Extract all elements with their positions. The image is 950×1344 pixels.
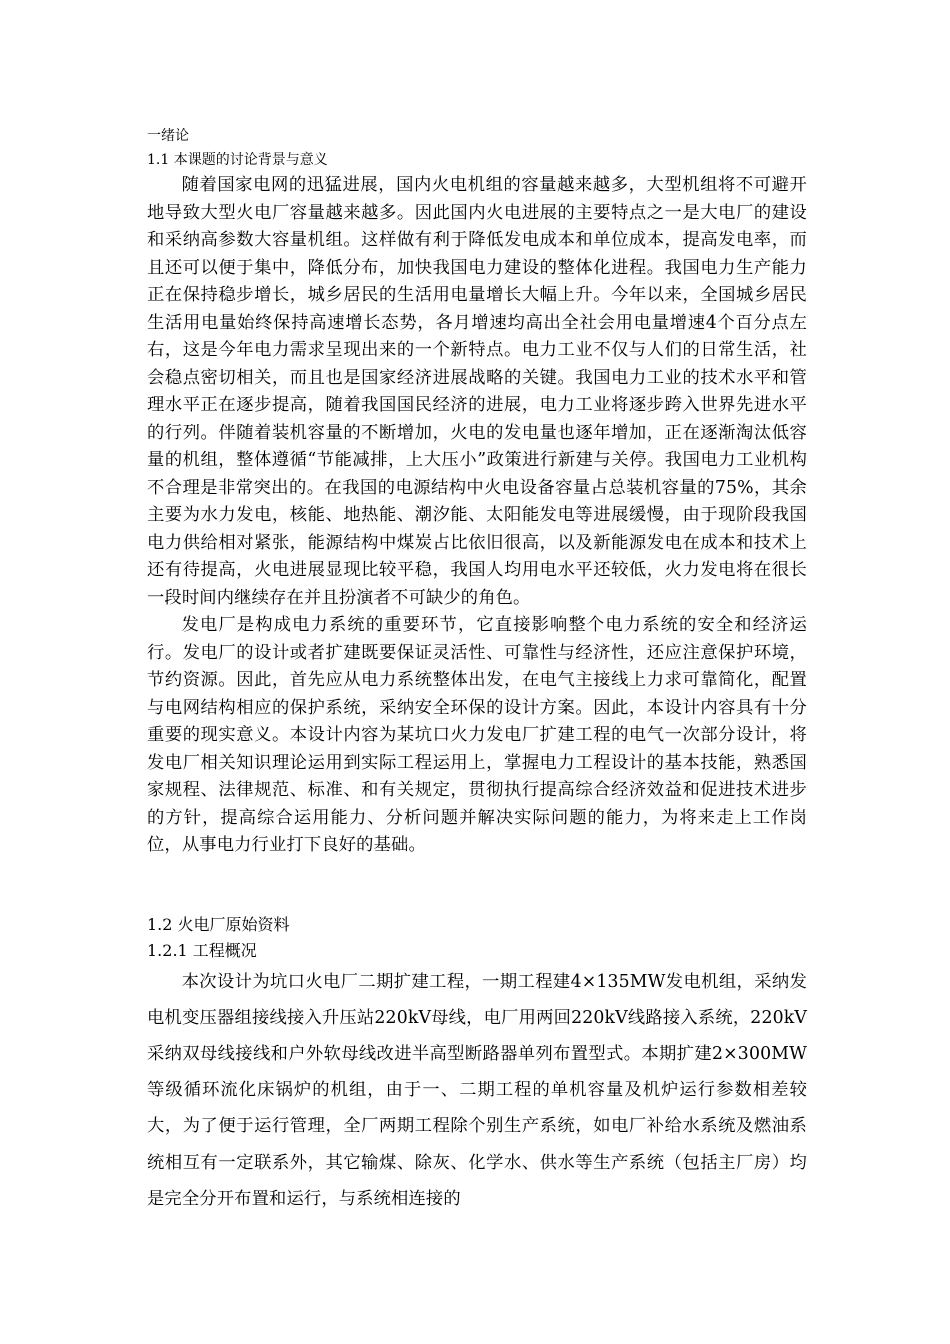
- section-1-2-title: 1.2 火电厂原始资料: [147, 914, 290, 934]
- section-1-1-paragraph-1: 随着国家电网的迅猛进展，国内火电机组的容量越来越多，大型机组将不可避开地导致大型火电厂容量越来越多。因此国内火电进展的主要特点之一是大电厂的建设和采纳高参数大容量机组。这样做有利于降低发电成本和单位成本，提高发电率，而且还可以便于集中，降低分布，加快我国电力建设的整体化进程。我国电力生产能力正在保持稳步增长，城乡居民的生活用电量增长大幅上升。今年以来，全国城乡居民生活用电量始终保持高速增长态势，各月增速均高出全社会用电量增速4个百分点左右，这是今年电力需求呈现出来的一个新特点。电力工业不仅与人们的日常生活，社会稳点密切相关，而且也是国家经济进展战略的关键。我国电力工业的技术水平和管理水平正在逐步提高，随着我国国民经济的进展，电力工业将逐步跨入世界先进水平的行列。伴随着装机容量的不断增加，火电的发电量也逐年增加，正在逐渐淘汰低容量的机组，整体遵循“节能减排，上大压小”政策进行新建与关停。我国电力工业机构不合理是非常突出的。在我国的电源结构中火电设备容量占总装机容量的75%，其余主要为水力发电，核能、地热能、潮汐能、太阳能发电等进展缓慢，由于现阶段我国电力供给相对紧张，能源结构中煤炭占比依旧很高，以及新能源发电在成本和技术上还有待提高，火电进展显现比较平稳，我国人均用电水平还较低，火力发电将在很长一段时间内继续存在并且扮演者不可缺少的角色。: [147, 175, 807, 608]
- chapter-title: 一绪论: [147, 128, 189, 144]
- subsection-1-2-1-title: 1.2.1 工程概况: [147, 940, 257, 960]
- section-1-1-paragraph-2: 发电厂是构成电力系统的重要环节，它直接影响整个电力系统的安全和经济运行。发电厂的设计或者扩建既要保证灵活性、可靠性与经济性，还应注意保护环境，节约资源。因此，首先应从电力系统整体出发，在电气主接线上力求可靠简化，配置与电网结构相应的保护系统，采纳安全环保的设计方案。因此，本设计内容具有十分重要的现实意义。本设计内容为某坑口火力发电厂扩建工程的电气一次部分设计，将发电厂相关知识理论运用到实际工程运用上，掌握电力工程设计的基本技能，熟悉国家规程、法律规范、标准、和有关规定，贯彻执行提高综合经济效益和促进技术进步的方针，提高综合运用能力、分析问题并解决实际问题的能力，为将来走上工作岗位，从事电力行业打下良好的基础。: [147, 615, 807, 855]
- section-1-1-title: 1.1 本课题的讨论背景与意义: [147, 152, 328, 168]
- section-gap: [147, 860, 807, 912]
- subsection-1-2-1-paragraph: 本次设计为坑口火电厂二期扩建工程，一期工程建4×135MW发电机组，采纳发电机变压器组接线接入升压站220kV母线，电厂用两回220kV线路接入系统，220kV采纳双母线接线和户外软母线改进半高型断路器单列布置型式。本期扩建2×300MW等级循环流化床锅炉的机组，由于一、二期工程的单机容量及机炉运行参数相差较大，为了便于运行管理，全厂两期工程除个别生产系统，如电厂补给水系统及燃油系统相互有一定联系外，其它输煤、除灰、化学水、供水等生产系统（包括主厂房）均是完全分开布置和运行，与系统相连接的: [147, 971, 807, 1209]
- document-page: [147, 124, 807, 1217]
